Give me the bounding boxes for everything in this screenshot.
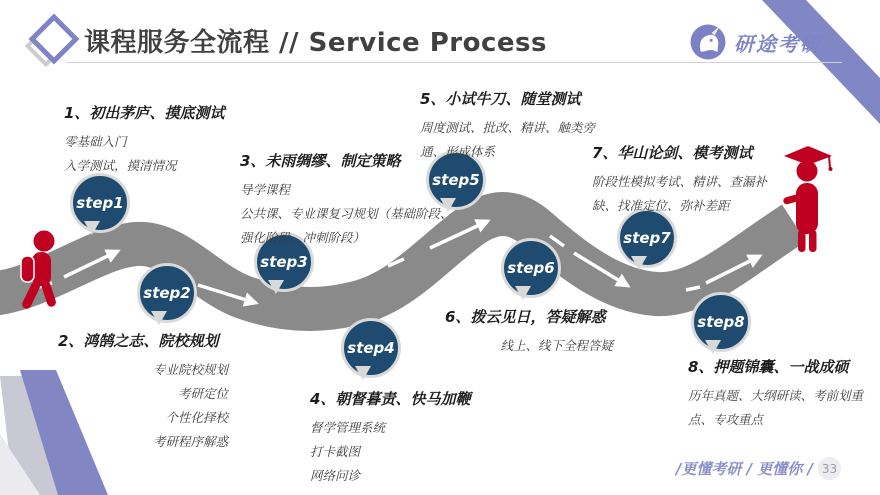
- step7-text: [592, 142, 767, 218]
- step8-badge: step8: [691, 292, 751, 352]
- step6-title: 6、拨云见日，答疑解惑: [445, 308, 606, 326]
- page-title: 课程服务全流程 // Service Process: [84, 28, 547, 58]
- step4-line: 打卡截图: [310, 444, 361, 459]
- step2-line: 个性化择校: [165, 410, 228, 425]
- step3-line: 公共课、专业课复习规划（基础阶段、: [240, 206, 453, 221]
- step5-line: 周度测试、批改、精讲、触类旁: [420, 120, 596, 135]
- step4-line: 网络问诊: [310, 468, 361, 483]
- step6-badge: step6: [501, 238, 561, 298]
- step2-line: 考研程序解惑: [152, 434, 228, 449]
- step2-line: 专业院校规划: [152, 362, 228, 377]
- step7-badge: step7: [617, 208, 677, 268]
- step1-line: 零基础入门: [64, 134, 127, 149]
- step1-badge: step1: [70, 173, 130, 233]
- step7-line: 缺、找准定位、弥补差距: [592, 198, 730, 213]
- step2-badge: step2: [137, 263, 197, 323]
- brand-logo: [690, 24, 822, 60]
- unicorn-icon: [690, 24, 726, 60]
- step5-title: 5、小试牛刀、随堂测试: [420, 90, 581, 108]
- step4-title: 4、朝督暮责、快马加鞭: [310, 390, 471, 408]
- step2-line: 考研定位: [177, 386, 228, 401]
- footer-slogan: /更懂考研 / 更懂你 /: [675, 460, 813, 478]
- step7-title: 7、华山论剑、模考测试: [592, 144, 753, 162]
- page-number: 33: [818, 457, 841, 480]
- step7-line: 阶段性模拟考试、精讲、查漏补: [592, 174, 768, 189]
- step4-line: 督学管理系统: [310, 420, 386, 435]
- step3-badge: step3: [254, 232, 314, 292]
- step4-badge: step4: [341, 318, 401, 378]
- brand-name: 研途考研: [734, 31, 822, 56]
- step8-line: 历年真题、大纲研读、考前划重: [688, 388, 864, 403]
- header-divider: [66, 62, 842, 63]
- step3-line: 强化阶段、冲刺阶段）: [240, 230, 366, 245]
- step3-line: 导学课程: [240, 182, 291, 197]
- step3-text: [240, 150, 453, 250]
- step8-line: 点、专攻重点: [688, 412, 764, 427]
- step5-text: [420, 88, 595, 164]
- step6-line: 线上、线下全程答疑: [500, 338, 613, 353]
- step5-line: 通、形成体系: [420, 144, 496, 159]
- step8-title: 8、押题锦囊、一战成硕: [688, 358, 849, 376]
- step2-text: [58, 330, 228, 454]
- step1-text: [64, 102, 224, 178]
- step1-title: 1、初出茅庐、摸底测试: [64, 104, 225, 122]
- step8-text: [688, 356, 863, 432]
- step4-text: [310, 388, 470, 488]
- step5-badge: step5: [426, 150, 486, 210]
- step1-line: 入学测试，摸清情况: [64, 158, 177, 173]
- step3-title: 3、未雨绸缪、制定策略: [240, 152, 401, 170]
- step2-title: 2、鸿鹄之志、院校规划: [58, 332, 219, 350]
- step6-text: [445, 306, 613, 358]
